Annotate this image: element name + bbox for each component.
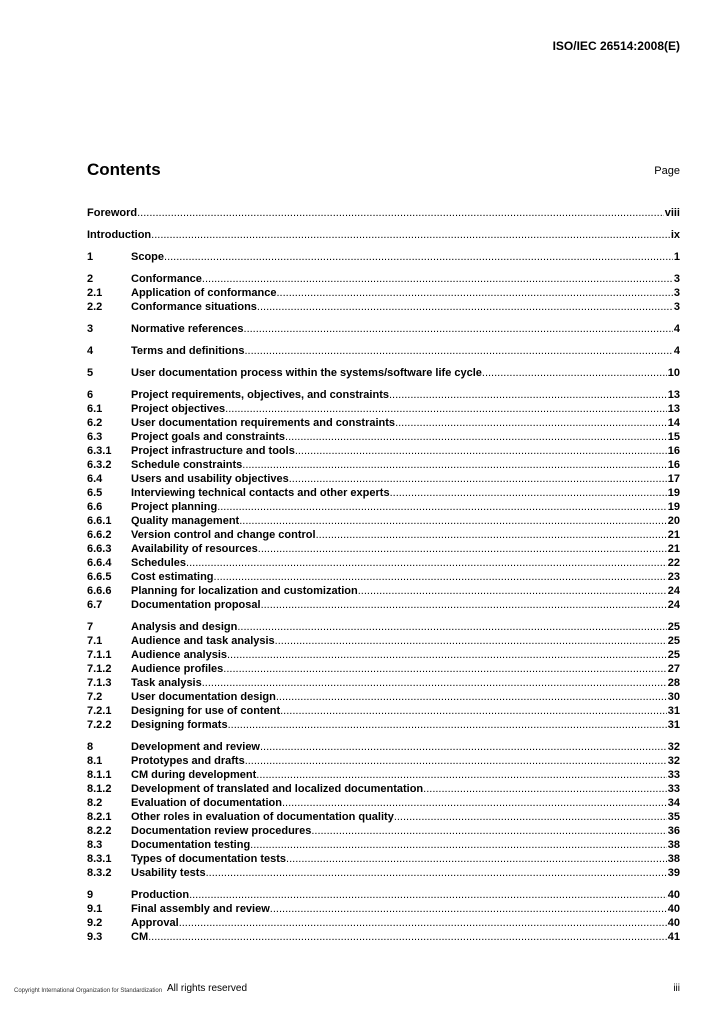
toc-entry-page: 21 [667, 529, 680, 541]
toc-leader-dots [225, 402, 667, 416]
toc-leader-dots [202, 676, 667, 690]
toc-entry-number: 6.6.2 [87, 529, 112, 541]
toc-leader-dots [394, 810, 667, 824]
toc-entry-title: Development of translated and localized documentation [131, 783, 424, 795]
toc-entry-page: 32 [667, 741, 680, 753]
toc-leader-dots [276, 286, 672, 300]
toc-entry[interactable] [87, 704, 680, 718]
toc-entry-page: 22 [667, 557, 680, 569]
toc-entry[interactable] [87, 486, 680, 500]
toc-entry-title: Production [131, 889, 190, 901]
footer-page-number: iii [673, 983, 680, 994]
toc-entry-number: 8.3.1 [87, 853, 112, 865]
toc-entry-page: 4 [673, 323, 680, 335]
toc-leader-dots [395, 416, 667, 430]
toc-entry-title: Audience profiles [131, 663, 224, 675]
toc-entry-number: 6.6.3 [87, 543, 112, 555]
toc-entry-number: 9.1 [87, 903, 103, 915]
toc-entry-number: 7.1.3 [87, 677, 112, 689]
toc-entry-title: Designing for use of content [131, 705, 281, 717]
toc-entry-page: 31 [667, 719, 680, 731]
toc-leader-dots [237, 620, 666, 634]
toc-leader-dots [260, 740, 667, 754]
toc-entry-page: 40 [667, 917, 680, 929]
toc-entry[interactable] [87, 902, 680, 916]
toc-entry[interactable] [87, 740, 680, 754]
toc-entry-number: 6.2 [87, 417, 103, 429]
toc-entry-number: 6.6.4 [87, 557, 112, 569]
toc-entry-title: Cost estimating [131, 571, 214, 583]
toc-entry-page: 32 [667, 755, 680, 767]
toc-entry-title: Schedule constraints [131, 459, 243, 471]
toc-leader-dots [390, 486, 667, 500]
toc-entry-number: 6 [87, 389, 94, 401]
toc-leader-dots [227, 648, 667, 662]
toc-entry-number: 8.1.2 [87, 783, 112, 795]
toc-entry-title: User documentation design [131, 691, 276, 703]
toc-entry-number: 8.1 [87, 755, 103, 767]
toc-leader-dots [223, 662, 666, 676]
toc-entry[interactable] [87, 272, 680, 286]
toc-entry-page: 25 [667, 621, 680, 633]
toc-entry-title: Analysis and design [131, 621, 238, 633]
toc-entry-page: ix [670, 229, 680, 241]
toc-entry[interactable] [87, 388, 680, 402]
toc-entry-number: 6.4 [87, 473, 103, 485]
toc-entry-number: 6.3 [87, 431, 103, 443]
toc-entry-number: 7.1 [87, 635, 103, 647]
footer-copyright-org: Copyright International Organization for Standardization [14, 988, 163, 994]
toc-entry[interactable] [87, 676, 680, 690]
toc-leader-dots [186, 556, 667, 570]
toc-entry-title: Foreword [87, 207, 138, 219]
toc-entry[interactable] [87, 782, 680, 796]
toc-entry[interactable] [87, 810, 680, 824]
toc-entry-page: 38 [667, 853, 680, 865]
toc-leader-dots [280, 704, 667, 718]
toc-entry[interactable] [87, 838, 680, 852]
toc-leader-dots [244, 322, 673, 336]
toc-entry[interactable] [87, 444, 680, 458]
toc-leader-dots [189, 888, 667, 902]
toc-entry-page: 27 [667, 663, 680, 675]
toc-entry-page: 13 [667, 403, 680, 415]
toc-entry[interactable] [87, 620, 680, 634]
toc-entry-page: 39 [667, 867, 680, 879]
toc-leader-dots [423, 782, 667, 796]
toc-entry-title: Users and usability objectives [131, 473, 289, 485]
toc-entry-page: 38 [667, 839, 680, 851]
toc-leader-dots [202, 272, 673, 286]
toc-leader-dots [148, 930, 667, 944]
document-standard-id: ISO/IEC 26514:2008(E) [552, 39, 680, 53]
toc-entry-number: 8.1.1 [87, 769, 112, 781]
toc-entry-title: User documentation process within the systems/software life cycle [131, 367, 482, 379]
toc-entry[interactable] [87, 250, 680, 264]
toc-entry[interactable] [87, 300, 680, 314]
toc-entry-title: Conformance situations [131, 301, 257, 313]
toc-leader-dots [245, 754, 667, 768]
toc-entry[interactable] [87, 458, 680, 472]
toc-entry-number: 8.3.2 [87, 867, 112, 879]
toc-entry-title: Project planning [131, 501, 218, 513]
toc-entry[interactable] [87, 598, 680, 612]
toc-entry[interactable] [87, 430, 680, 444]
toc-entry[interactable] [87, 228, 680, 242]
toc-entry-title: Introduction [87, 229, 152, 241]
toc-entry-page: 25 [667, 649, 680, 661]
toc-leader-dots [316, 528, 667, 542]
toc-leader-dots [389, 388, 667, 402]
toc-entry[interactable] [87, 500, 680, 514]
toc-entry-page: 15 [667, 431, 680, 443]
toc-entry[interactable] [87, 754, 680, 768]
toc-entry-number: 6.7 [87, 599, 103, 611]
contents-heading: Contents [87, 160, 161, 179]
toc-entry[interactable] [87, 634, 680, 648]
toc-entry[interactable] [87, 402, 680, 416]
toc-entry-page: 21 [667, 543, 680, 555]
toc-entry-page: 35 [667, 811, 680, 823]
toc-entry-page: 3 [673, 273, 680, 285]
toc-leader-dots [261, 598, 667, 612]
toc-entry-page: 24 [667, 599, 680, 611]
toc-entry[interactable] [87, 824, 680, 838]
toc-entry-page: 33 [667, 769, 680, 781]
toc-entry-title: CM [131, 931, 149, 943]
toc-entry-number: 8.2.2 [87, 825, 112, 837]
toc-entry[interactable] [87, 852, 680, 866]
toc-entry-title: Quality management [131, 515, 240, 527]
toc-leader-dots [276, 690, 667, 704]
toc-entry[interactable] [87, 206, 680, 220]
toc-entry-page: 20 [667, 515, 680, 527]
toc-entry-page: 31 [667, 705, 680, 717]
toc-entry[interactable] [87, 416, 680, 430]
toc-entry-title: Development and review [131, 741, 260, 753]
toc-entry-page: 16 [667, 459, 680, 471]
toc-entry[interactable] [87, 768, 680, 782]
toc-entry[interactable] [87, 344, 680, 358]
toc-entry-page: 36 [667, 825, 680, 837]
toc-entry-number: 7 [87, 621, 94, 633]
toc-leader-dots [256, 768, 666, 782]
toc-entry-number: 8 [87, 741, 94, 753]
toc-entry-page: 28 [667, 677, 680, 689]
toc-entry-title: Task analysis [131, 677, 202, 689]
toc-entry-number: 3 [87, 323, 94, 335]
toc-entry-title: Conformance [131, 273, 202, 285]
toc-entry-page: 10 [667, 367, 680, 379]
footer-rights: All rights reserved [167, 983, 248, 994]
toc-entry[interactable] [87, 286, 680, 300]
toc-entry-title: Designing formats [131, 719, 228, 731]
toc-entry-number: 6.3.1 [87, 445, 112, 457]
toc-entry-title: Final assembly and review [131, 903, 270, 915]
toc-leader-dots [250, 838, 667, 852]
toc-entry-number: 1 [87, 251, 94, 263]
toc-entry-page: 41 [667, 931, 680, 943]
toc-entry-number: 7.2.2 [87, 719, 112, 731]
toc-entry-title: Approval [131, 917, 179, 929]
toc-entry-number: 6.6.6 [87, 585, 112, 597]
toc-entry[interactable] [87, 528, 680, 542]
toc-entry-title: Documentation review procedures [131, 825, 312, 837]
toc-entry-title: Usability tests [131, 867, 206, 879]
toc-entry-title: Documentation testing [131, 839, 251, 851]
toc-entry-title: Schedules [131, 557, 187, 569]
toc-entry-title: Types of documentation tests [131, 853, 287, 865]
toc-leader-dots [285, 430, 667, 444]
toc-entry-title: Availability of resources [131, 543, 258, 555]
toc-leader-dots [257, 300, 673, 314]
toc-entry-number: 4 [87, 345, 94, 357]
toc-entry-page: 40 [667, 889, 680, 901]
toc-leader-dots [286, 852, 667, 866]
toc-entry[interactable] [87, 648, 680, 662]
toc-entry-page: 3 [673, 301, 680, 313]
toc-leader-dots [151, 228, 670, 242]
toc-entry-number: 9 [87, 889, 94, 901]
toc-entry-title: Planning for localization and customization [131, 585, 358, 597]
toc-entry-title: Project infrastructure and tools [131, 445, 295, 457]
toc-entry-page: viii [664, 207, 680, 219]
toc-entry[interactable] [87, 556, 680, 570]
toc-entry-page: 19 [667, 487, 680, 499]
toc-entry-title: Normative references [131, 323, 244, 335]
toc-entry[interactable] [87, 930, 680, 944]
toc-entry[interactable] [87, 570, 680, 584]
toc-leader-dots [270, 902, 667, 916]
toc-entry-title: Documentation proposal [131, 599, 261, 611]
page-column-label: Page [654, 165, 680, 177]
toc-entry-title: Scope [131, 251, 165, 263]
toc-entry-page: 30 [667, 691, 680, 703]
toc-entry[interactable] [87, 514, 680, 528]
toc-entry[interactable] [87, 916, 680, 930]
toc-entry-number: 7.2.1 [87, 705, 112, 717]
toc-leader-dots [206, 866, 667, 880]
toc-entry[interactable] [87, 366, 680, 380]
toc-entry-title: Version control and change control [131, 529, 316, 541]
toc-entry[interactable] [87, 322, 680, 336]
toc-entry[interactable] [87, 584, 680, 598]
toc-entry-number: 8.3 [87, 839, 103, 851]
toc-entry-number: 8.2.1 [87, 811, 112, 823]
toc-entry-page: 33 [667, 783, 680, 795]
toc-leader-dots [358, 584, 667, 598]
table-of-contents [87, 206, 680, 944]
toc-entry-number: 6.3.2 [87, 459, 112, 471]
toc-entry-title: Interviewing technical contacts and other experts [131, 487, 390, 499]
toc-leader-dots [311, 824, 666, 838]
toc-entry[interactable] [87, 888, 680, 902]
toc-entry-number: 7.1.1 [87, 649, 112, 661]
toc-entry[interactable] [87, 866, 680, 880]
toc-entry-title: Project requirements, objectives, and constraints [131, 389, 389, 401]
toc-leader-dots [289, 472, 667, 486]
toc-entry-number: 9.3 [87, 931, 103, 943]
toc-entry-page: 4 [673, 345, 680, 357]
toc-entry-page: 23 [667, 571, 680, 583]
toc-entry-number: 2 [87, 273, 94, 285]
toc-entry-page: 13 [667, 389, 680, 401]
toc-entry-number: 9.2 [87, 917, 103, 929]
toc-leader-dots [242, 458, 666, 472]
toc-entry-title: Audience analysis [131, 649, 227, 661]
toc-leader-dots [258, 542, 667, 556]
toc-entry-title: Application of conformance [131, 287, 277, 299]
toc-leader-dots [275, 634, 667, 648]
toc-leader-dots [217, 500, 667, 514]
toc-entry[interactable] [87, 472, 680, 486]
toc-leader-dots [137, 206, 664, 220]
toc-entry-page: 40 [667, 903, 680, 915]
toc-leader-dots [295, 444, 667, 458]
toc-entry-page: 25 [667, 635, 680, 647]
toc-entry-page: 3 [673, 287, 680, 299]
toc-entry-page: 14 [667, 417, 680, 429]
toc-leader-dots [282, 796, 667, 810]
toc-leader-dots [244, 344, 672, 358]
toc-entry-title: Evaluation of documentation [131, 797, 282, 809]
toc-leader-dots [214, 570, 667, 584]
toc-entry-number: 2.2 [87, 301, 103, 313]
toc-entry[interactable] [87, 796, 680, 810]
toc-entry-title: Prototypes and drafts [131, 755, 245, 767]
toc-entry-title: User documentation requirements and constraints [131, 417, 396, 429]
toc-entry-page: 19 [667, 501, 680, 513]
toc-entry-number: 5 [87, 367, 94, 379]
toc-entry[interactable] [87, 662, 680, 676]
toc-entry-title: Other roles in evaluation of documentation quality [131, 811, 394, 823]
toc-entry-page: 34 [667, 797, 680, 809]
toc-entry-number: 6.6.5 [87, 571, 112, 583]
toc-entry-title: Terms and definitions [131, 345, 245, 357]
toc-entry-number: 6.5 [87, 487, 103, 499]
toc-entry[interactable] [87, 718, 680, 732]
toc-entry-number: 7.2 [87, 691, 103, 703]
toc-entry-number: 6.1 [87, 403, 103, 415]
toc-entry-number: 8.2 [87, 797, 103, 809]
toc-entry-page: 1 [673, 251, 680, 263]
toc-entry-number: 7.1.2 [87, 663, 112, 675]
toc-entry-title: Project goals and constraints [131, 431, 286, 443]
toc-leader-dots [239, 514, 667, 528]
toc-entry-number: 6.6 [87, 501, 103, 513]
toc-leader-dots [164, 250, 673, 264]
toc-entry-number: 2.1 [87, 287, 103, 299]
toc-entry-title: Project objectives [131, 403, 226, 415]
toc-entry-page: 24 [667, 585, 680, 597]
toc-leader-dots [228, 718, 667, 732]
toc-leader-dots [179, 916, 667, 930]
toc-entry-title: Audience and task analysis [131, 635, 275, 647]
toc-entry-page: 16 [667, 445, 680, 457]
toc-entry-number: 6.6.1 [87, 515, 112, 527]
toc-entry[interactable] [87, 542, 680, 556]
toc-entry[interactable] [87, 690, 680, 704]
toc-leader-dots [482, 366, 667, 380]
toc-entry-page: 17 [667, 473, 680, 485]
toc-entry-title: CM during development [131, 769, 257, 781]
